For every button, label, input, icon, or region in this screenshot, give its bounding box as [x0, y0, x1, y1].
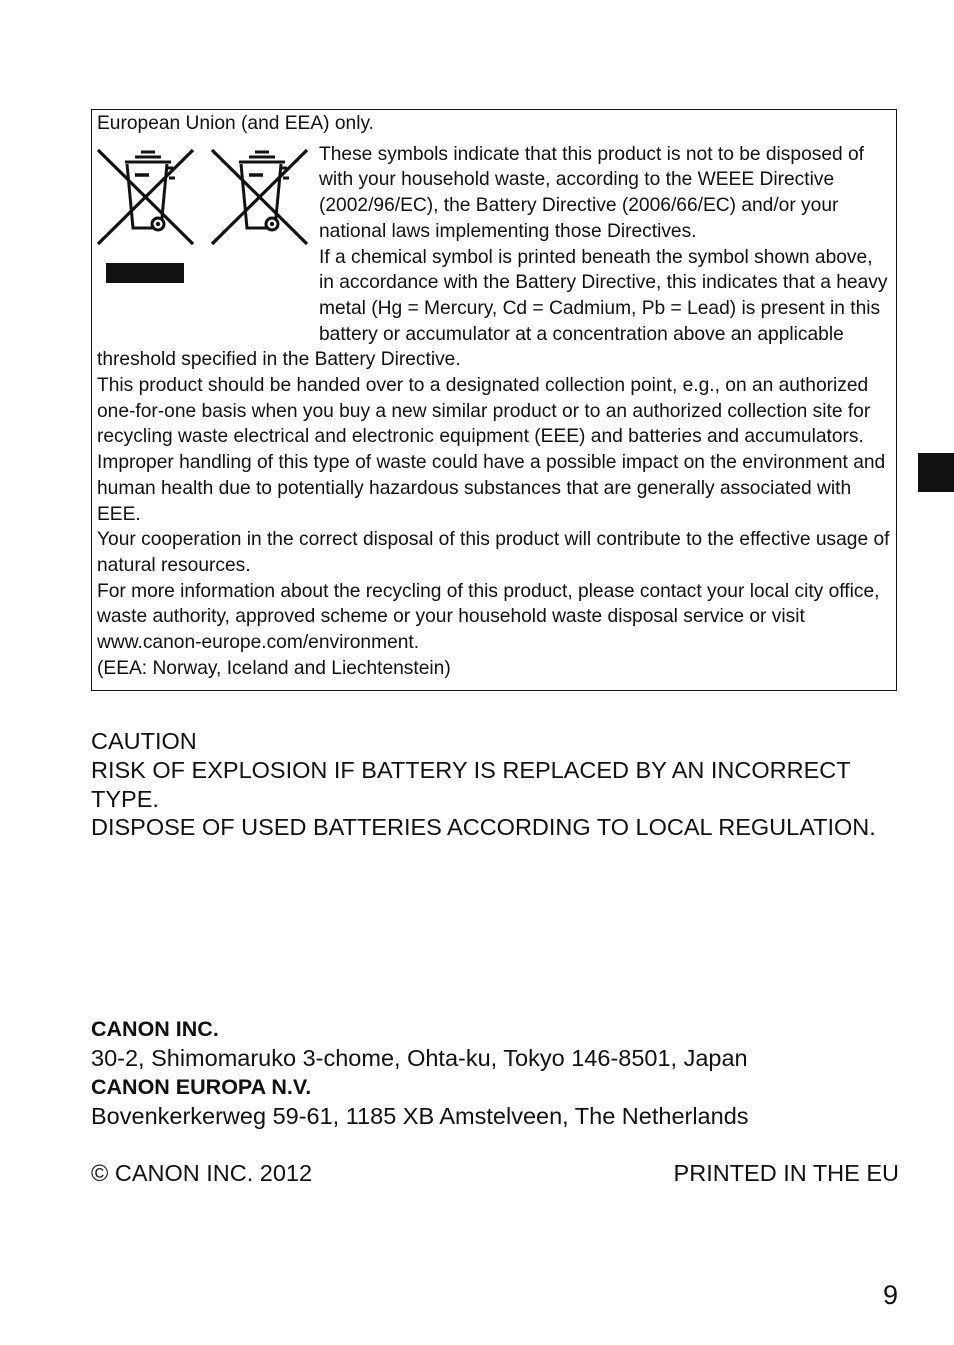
page-number: 9 — [882, 1280, 898, 1310]
weee-paragraph-4: Your cooperation in the correct disposal of this product will contribute to the effective usage of natural resources. — [97, 529, 890, 576]
section-tab-marker — [918, 453, 954, 492]
company-name: CANON INC. — [91, 1017, 219, 1041]
company-address: Bovenkerkerweg 59-61, 1185 XB Amstelveen, The Netherlands — [91, 1103, 749, 1129]
footer — [91, 1159, 899, 1188]
crossed-out-wheelie-bin-icon — [95, 148, 195, 248]
eea-note: (EEA: Norway, Iceland and Liechtenstein) — [97, 657, 451, 679]
printed-in: PRINTED IN THE EU — [673, 1160, 899, 1186]
copyright: © CANON INC. 2012 — [91, 1160, 313, 1186]
weee-paragraph-2: If a chemical symbol is printed beneath the symbol shown above, in accordance with the Battery Directive, this indicates that a heavy metal (Hg = Mercury, Cd = Cadmium, Pb = Lead) is present in this battery or accumulator at a concentration above an applicable threshold specified in the Battery Directive. — [97, 246, 888, 371]
weee-symbols — [95, 142, 319, 326]
caution-line-1: RISK OF EXPLOSION IF BATTERY IS REPLACED BY AN INCORRECT TYPE. — [91, 756, 851, 812]
caution-line-2: DISPOSE OF USED BATTERIES ACCORDING TO LOCAL REGULATION. — [91, 814, 876, 841]
caution-heading: CAUTION — [91, 728, 197, 754]
notice-scope: European Union (and EEA) only. — [97, 113, 374, 134]
chemical-symbol-bar — [106, 263, 184, 283]
weee-paragraph-1: These symbols indicate that this product is not to be disposed of with your household waste, according to the WEEE Directive (2002/96/EC), the Battery Directive (2006/66/EC) and/or your national laws implementing those Directives. — [319, 143, 865, 242]
company-addresses — [91, 1015, 911, 1131]
weee-paragraph-5: For more information about the recycling of this product, please contact your local city office, waste authority, approved scheme or your household waste disposal service or visit www.canon-europe.com/environment. — [97, 580, 880, 654]
weee-notice-box — [91, 109, 897, 691]
company-address: 30-2, Shimomaruko 3-chome, Ohta-ku, Tokyo 146-8501, Japan — [91, 1045, 748, 1071]
company-name: CANON EUROPA N.V. — [91, 1075, 312, 1099]
weee-paragraph-3: This product should be handed over to a designated collection point, e.g., on an authorized one-for-one basis when you buy a new similar product or to an authorized collection site for recycling waste electrical and electronic equipment (EEE) and batteries and accumulators. Improper handling of this type of waste could have a possible impact on the environment and human health due to potentially hazardous substances that are generally associated with EEE. — [97, 375, 886, 525]
battery-caution — [91, 727, 911, 842]
crossed-out-wheelie-bin-icon — [209, 148, 309, 248]
